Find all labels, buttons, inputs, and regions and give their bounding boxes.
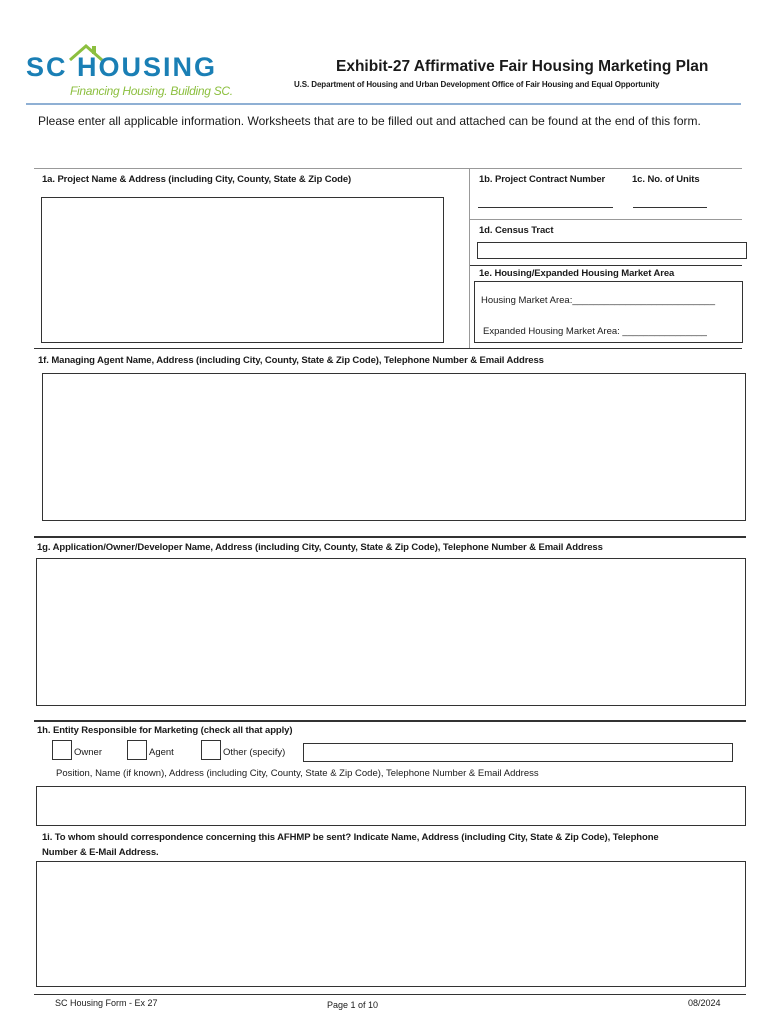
number-of-units-field[interactable] — [633, 207, 707, 208]
other-specify-field[interactable] — [303, 743, 733, 762]
section-divider — [470, 265, 742, 266]
owner-developer-field[interactable] — [36, 558, 746, 706]
expanded-market-area-field[interactable]: Expanded Housing Market Area: ________________ — [483, 326, 707, 337]
position-note: Position, Name (if known), Address (including City, County, State & Zip Code), Telephone Number & Email Address — [56, 768, 539, 779]
project-contract-number-field[interactable] — [478, 207, 613, 208]
agent-label: Agent — [149, 747, 174, 758]
section-divider — [34, 720, 746, 722]
label-1i-cont: Number & E-Mail Address. — [42, 847, 159, 858]
section-divider — [34, 348, 742, 349]
agent-checkbox[interactable] — [127, 740, 147, 760]
label-1f: 1f. Managing Agent Name, Address (including City, County, State & Zip Code), Telephone Number & Email Address — [38, 355, 544, 366]
label-1c: 1c. No. of Units — [632, 174, 700, 185]
section-divider — [34, 536, 746, 538]
label-1g: 1g. Application/Owner/Developer Name, Address (including City, County, State & Zip Code), Telephone Number & Email Address — [37, 542, 603, 553]
logo-text: SC HOUSING — [26, 52, 218, 82]
section-divider — [34, 168, 742, 169]
page-number: Page 1 of 10 — [327, 1000, 379, 1010]
label-1d: 1d. Census Tract — [479, 225, 554, 236]
managing-agent-field[interactable] — [42, 373, 746, 521]
housing-market-area-field[interactable]: Housing Market Area:___________________________ — [481, 295, 716, 306]
other-label: Other (specify) — [223, 747, 286, 758]
page-title: Exhibit-27 Affirmative Fair Housing Marketing Plan — [336, 58, 709, 75]
section-divider — [470, 219, 742, 220]
label-1h: 1h. Entity Responsible for Marketing (check all that apply) — [37, 725, 293, 736]
header-divider — [26, 103, 741, 105]
label-1b: 1b. Project Contract Number — [479, 174, 606, 185]
footer-divider — [34, 994, 746, 995]
owner-label: Owner — [74, 747, 102, 758]
form-id: SC Housing Form - Ex 27 — [55, 998, 158, 1008]
project-name-address-field[interactable] — [41, 197, 444, 343]
page-subtitle: U.S. Department of Housing and Urban Development Office of Fair Housing and Equal Opportunity — [294, 80, 660, 89]
label-1i: 1i. To whom should correspondence concerning this AFHMP be sent? Indicate Name, Address (including City, State & Zip Code), Telephone — [42, 832, 659, 843]
logo-tagline: Financing Housing. Building SC. — [70, 84, 233, 98]
marketing-entity-details-field[interactable] — [36, 786, 746, 826]
form-date: 08/2024 — [688, 998, 721, 1008]
other-checkbox[interactable] — [201, 740, 221, 760]
label-1a: 1a. Project Name & Address (including City, County, State & Zip Code) — [42, 174, 352, 185]
owner-checkbox[interactable] — [52, 740, 72, 760]
column-divider — [469, 168, 470, 349]
intro-text: Please enter all applicable information. Worksheets that are to be filled out and attached can be found at the end of this form. — [38, 114, 701, 128]
correspondence-field[interactable] — [36, 861, 746, 987]
census-tract-field[interactable] — [477, 242, 747, 259]
label-1e: 1e. Housing/Expanded Housing Market Area — [479, 268, 675, 279]
